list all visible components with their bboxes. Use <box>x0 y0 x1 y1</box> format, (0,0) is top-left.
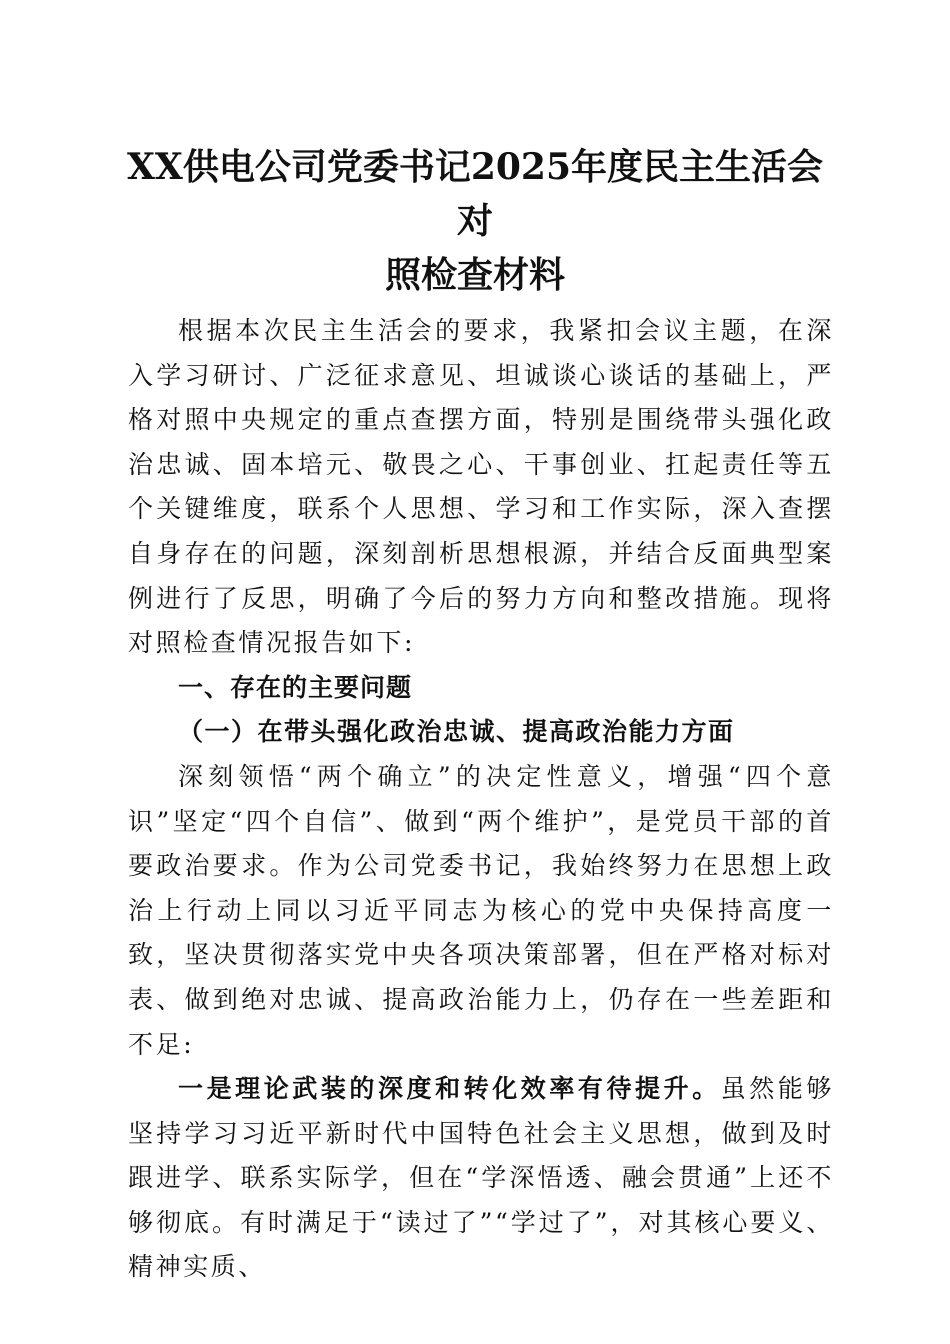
subsection-paragraph: 深刻领悟“两个确立”的决定性意义，增强“四个意识”坚定“四个自信”、做到“两个维护”，是党员干部的首要政治要求。作为公司党委书记，我始终努力在思想上政治上行动上同以习近平同志为核心的党中央保持高度一致，坚决贯彻落实党中央各项决策部署，但在严格对标对表、做到绝对忠诚、提高政治能力上，仍存在一些差距和不足: <box>128 761 834 1059</box>
intro-paragraph: 根据本次民主生活会的要求，我紧扣会议主题，在深入学习研讨、广泛征求意见、坦诚谈心谈话的基础上，严格对照中央规定的重点查摆方面，特别是围绕带头强化政治忠诚、固本培元、敬畏之心、干事创业、扛起责任等五个关键维度，联系个人思想、学习和工作实际，深入查摆自身存在的问题，深刻剖析思想根源，并结合反面典型案例进行了反思，明确了今后的努力方向和整改措施。现将对照检查情况报告如下: <box>128 316 834 658</box>
title-line-2: 照检查材料 <box>384 254 565 296</box>
document-body <box>128 309 834 1290</box>
title-line-1: XX供电公司党委书记2025年度民主生活会对 <box>126 146 824 242</box>
section-heading-problems: 一、存在的主要问题 <box>178 672 413 702</box>
subsection-heading-political-loyalty: （一）在带头强化政治忠诚、提高政治能力方面 <box>178 717 735 747</box>
point-one-lead: 一是理论武装的深度和转化效率有待提升。 <box>178 1074 721 1104</box>
point-one-text: 虽然能够坚持学习习近平新时代中国特色社会主义思想，做到及时跟进学、联系实际学，但在“学深悟透、融会贯通”上还不够彻底。有时满足于“读过了”“学过了”，对其核心要义、精神实质、 <box>128 1074 834 1282</box>
point-one-paragraph <box>128 1067 834 1290</box>
document-title <box>110 140 840 302</box>
